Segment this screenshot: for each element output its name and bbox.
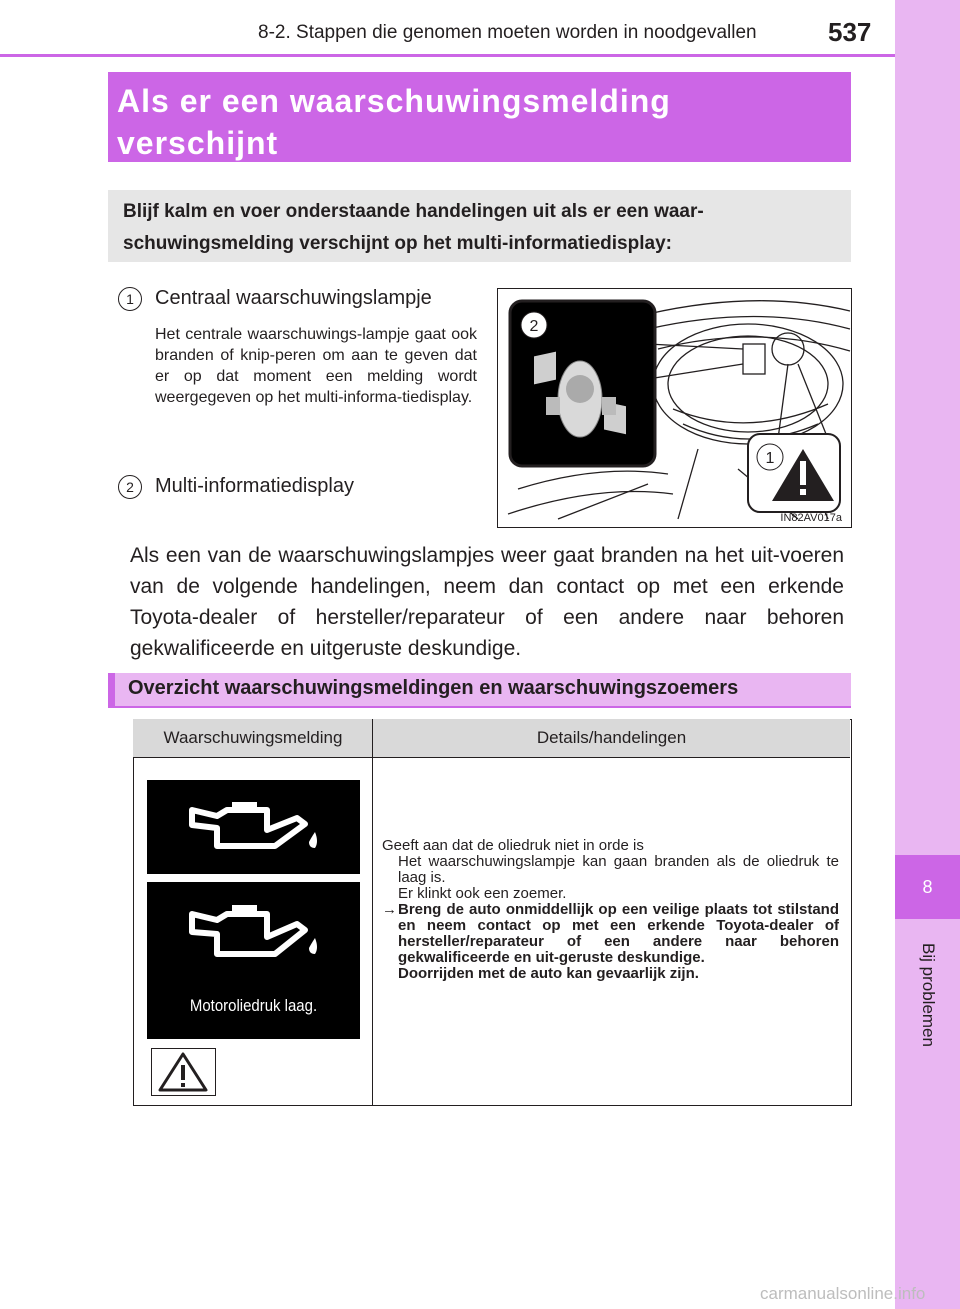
section-header: 8-2. Stappen die genomen moeten worden in noodgevallen	[258, 22, 757, 43]
table-column-divider	[372, 719, 373, 1105]
chapter-side-tab	[895, 0, 960, 1309]
warning-triangle-box	[151, 1048, 216, 1096]
details-line-2: Het waarschuwingslampje kan gaan branden als de oliedruk te laag is.	[398, 853, 839, 886]
item-1-badge: 1	[118, 287, 142, 311]
subheading-bar	[108, 673, 115, 707]
oil-pressure-icon	[147, 780, 360, 874]
header-rule	[0, 54, 895, 57]
table-header-message: Waarschuwingsmelding	[163, 728, 343, 747]
item-2-badge: 2	[118, 475, 142, 499]
chapter-number: 8	[895, 855, 960, 919]
table-header-details: Details/handelingen	[536, 728, 687, 747]
display-message: Motoroliedruk laag.	[189, 996, 318, 1015]
item-1-description: Het centrale waarschuwings-lampje gaat ook branden of knip-peren om aan te geven dat er op dat moment een melding wordt weergegeven op het multi-informa-tiedisplay.	[155, 326, 477, 406]
callout-2: 2	[529, 318, 539, 335]
item-1-title: Centraal waarschuwingslampje	[155, 287, 432, 309]
details-action: Breng de auto onmiddellijk op een veilige plaats tot stilstand en neem contact op met een erkende Toyota-dealer of hersteller/reparateur of een andere naar behoren gekwalificeerde en uit-geruste deskundige.	[398, 901, 839, 966]
oil-warning-display	[147, 780, 360, 874]
details-line-3: Er klinkt ook een zoemer.	[398, 885, 567, 902]
body-paragraph: Als een van de waarschuwingslampjes weer gaat branden na het uit-voeren van de volgende handelingen, neem dan contact op met een erkende Toyota-dealer of hersteller/reparateur of een andere naar behoren gekwalificeerde en uitgeruste deskundige.	[130, 544, 844, 660]
details-action-row	[382, 902, 839, 966]
item-2-title: Multi-informatiedisplay	[155, 475, 354, 497]
arrow-icon: →	[382, 901, 397, 918]
watermark: carmanualsonline.info	[760, 1284, 926, 1303]
details-warning: Doorrijden met de auto kan gevaarlijk zijn.	[398, 965, 699, 982]
intro-text: Blijf kalm en voer onderstaande handelingen uit als er een waar-schuwingsmelding verschijnt op het multi-informatiedisplay:	[123, 201, 704, 254]
figure-code: IN82AV017a	[780, 512, 842, 524]
dashboard-illustration	[498, 289, 851, 527]
chapter-label-box	[895, 925, 960, 1065]
warning-triangle-icon	[152, 1049, 215, 1095]
callout-1: 1	[765, 450, 775, 467]
chapter-label: Bij problemen	[918, 943, 938, 1047]
details-line-1: Geeft aan dat de oliedruk niet in orde is	[382, 837, 644, 854]
dashboard-figure	[497, 288, 852, 528]
subheading: Overzicht waarschuwingsmeldingen en waarschuwingszoemers	[128, 677, 739, 699]
details-cell	[382, 838, 839, 982]
subheading-rule	[108, 706, 851, 708]
page-title: Als er een waarschuwingsmelding verschijnt	[117, 83, 671, 161]
page-number: 537	[828, 17, 872, 47]
